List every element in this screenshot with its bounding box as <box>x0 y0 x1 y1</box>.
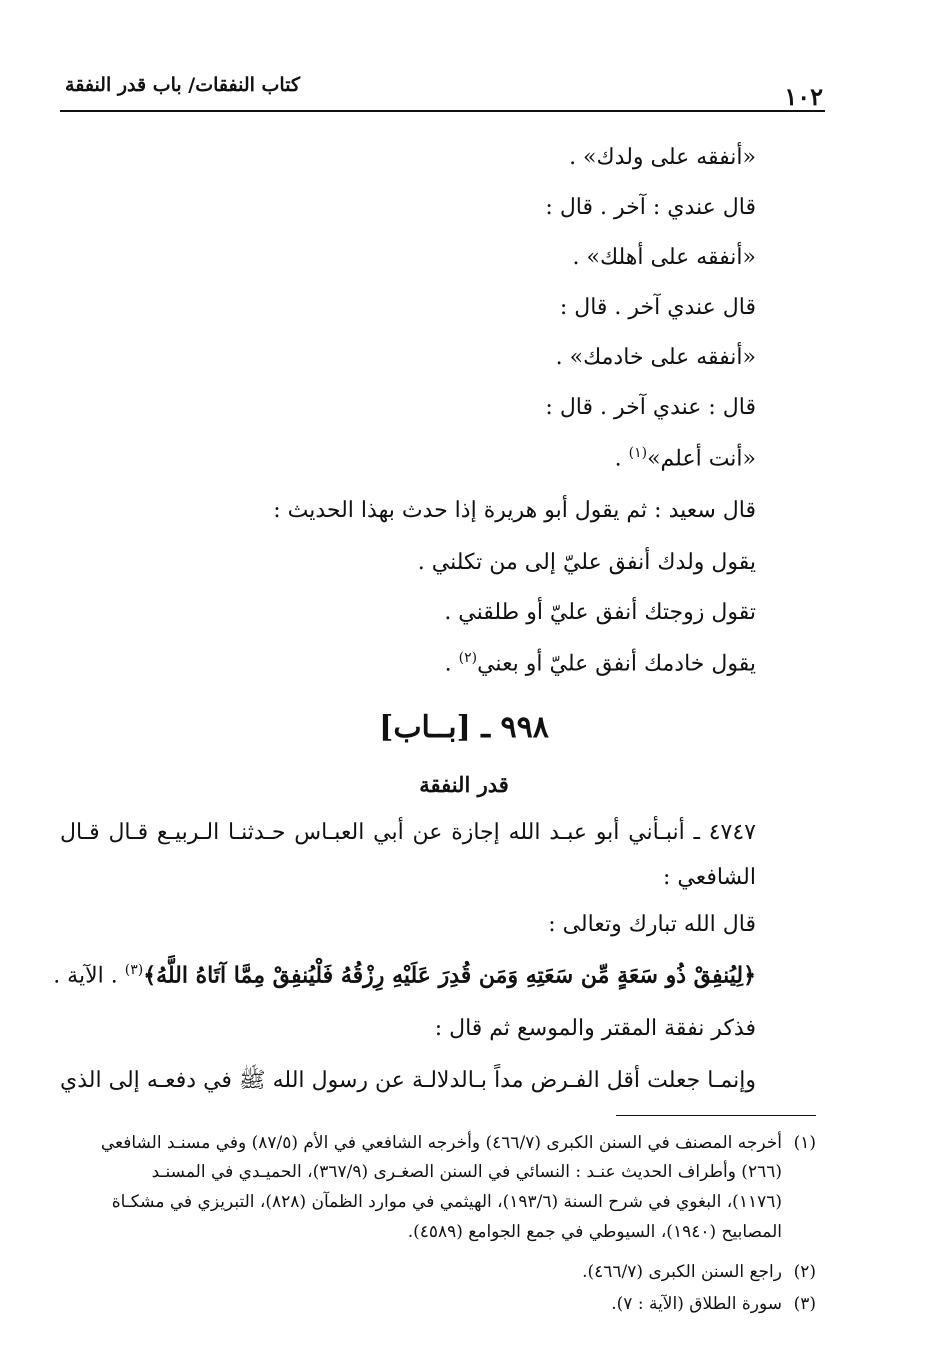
hadith-line: الشافعي : <box>662 865 756 890</box>
footnote-text: راجع السنن الكبرى (٤٦٦/٧). <box>582 1262 782 1282</box>
body-text: «أنت أعلم» <box>647 446 756 472</box>
body-line-with-footnote <box>615 445 756 471</box>
footnote-number: (١) <box>793 1133 816 1153</box>
footnote-number: (٣) <box>793 1294 816 1314</box>
page-number: ١٠٢ <box>784 82 823 111</box>
chapter-subtitle: قدر النفقة <box>419 772 509 797</box>
footnote-divider <box>616 1115 816 1116</box>
body-text: . <box>614 446 629 472</box>
hadith-line: وإنمـا جعلت أقل الفـرض مداً بـالدلالـة عن رسول الله ﷺ في دفعـه إلى الذي <box>60 1068 756 1093</box>
body-text: يقول خادمك أنفق عليّ أو بعني <box>477 651 756 677</box>
body-text: . الآية . <box>53 963 125 989</box>
body-line: قال عندي آخر . قال : <box>559 295 756 320</box>
hadith-line: قال الله تبارك وتعالى : <box>548 912 756 937</box>
footnote-text: سورة الطلاق (الآية : ٧). <box>611 1294 782 1314</box>
footnote-ref[interactable]: (٢) <box>458 650 478 666</box>
footnote-number: (٢) <box>793 1262 816 1282</box>
footnote-1 <box>60 1133 816 1153</box>
body-line: «أنفقه على ولدك» . <box>569 145 756 170</box>
body-line: قال عندي : آخر . قال : <box>545 195 756 220</box>
header-title: كتاب النفقات/ باب قدر النفقة <box>65 74 300 96</box>
footnote-1-line: (١١٧٦)، البغوي في شرح السنة (١٩٣/٦)، الهيثمي في موارد الظمآن (٨٢٨)، التبريزي في مشكـاة <box>111 1192 782 1212</box>
footnote-ref[interactable]: (٣) <box>124 962 144 978</box>
footnote-ref[interactable]: (١) <box>628 445 648 461</box>
body-line: قال : عندي آخر . قال : <box>545 395 756 420</box>
body-line: يقول ولدك أنفق عليّ إلى من تكلني . <box>417 550 756 575</box>
body-text: . <box>444 651 459 677</box>
chapter-heading: ٩٩٨ ـ [بــاب] <box>379 710 549 745</box>
footnote-1-line: (٢٦٦) وأطراف الحديث عنـد : النسائي في السنن الصغـرى (٣٦٧/٩)، الحميـدي في المسنـد <box>151 1162 782 1182</box>
footnote-3 <box>60 1294 816 1314</box>
body-line: «أنفقه على أهلك» . <box>572 245 756 270</box>
body-line: «أنفقه على خادمك» . <box>555 345 756 370</box>
quran-verse-line <box>53 962 756 988</box>
body-line: قال سعيد : ثم يقول أبو هريرة إذا حدث بهذا الحديث : <box>273 498 756 523</box>
hadith-line: ٤٧٤٧ ـ أنبـأني أبو عبـد الله إجازة عن أبي العبـاس حـدثنـا الـربيـع قـال قـال <box>60 820 756 845</box>
hadith-line: فذكر نفقة المقتر والموسع ثم قال : <box>434 1016 756 1041</box>
footnote-1-line: المصابيح (١٩٤٠)، السيوطي في جمع الجوامع (٤٥٨٩). <box>407 1222 782 1242</box>
body-line: تقول زوجتك أنفق عليّ أو طلقني . <box>444 600 756 625</box>
footnote-2 <box>60 1262 816 1282</box>
body-line-with-footnote <box>445 650 756 676</box>
footnote-text: أخرجه المصنف في السنن الكبرى (٤٦٦/٧) وأخرجه الشافعي في الأم (٨٧/٥) وفي مسنـد الشافعي <box>100 1133 782 1153</box>
running-header <box>60 70 825 112</box>
quran-verse: ﴿لِيُنفِقْ ذُو سَعَةٍ مِّن سَعَتِهِ وَمَن قُدِرَ عَلَيْهِ رِزْقُهُ فَلْيُنفِقْ مِمَّا آتَاهُ اللَّهُ﴾ <box>143 962 756 989</box>
